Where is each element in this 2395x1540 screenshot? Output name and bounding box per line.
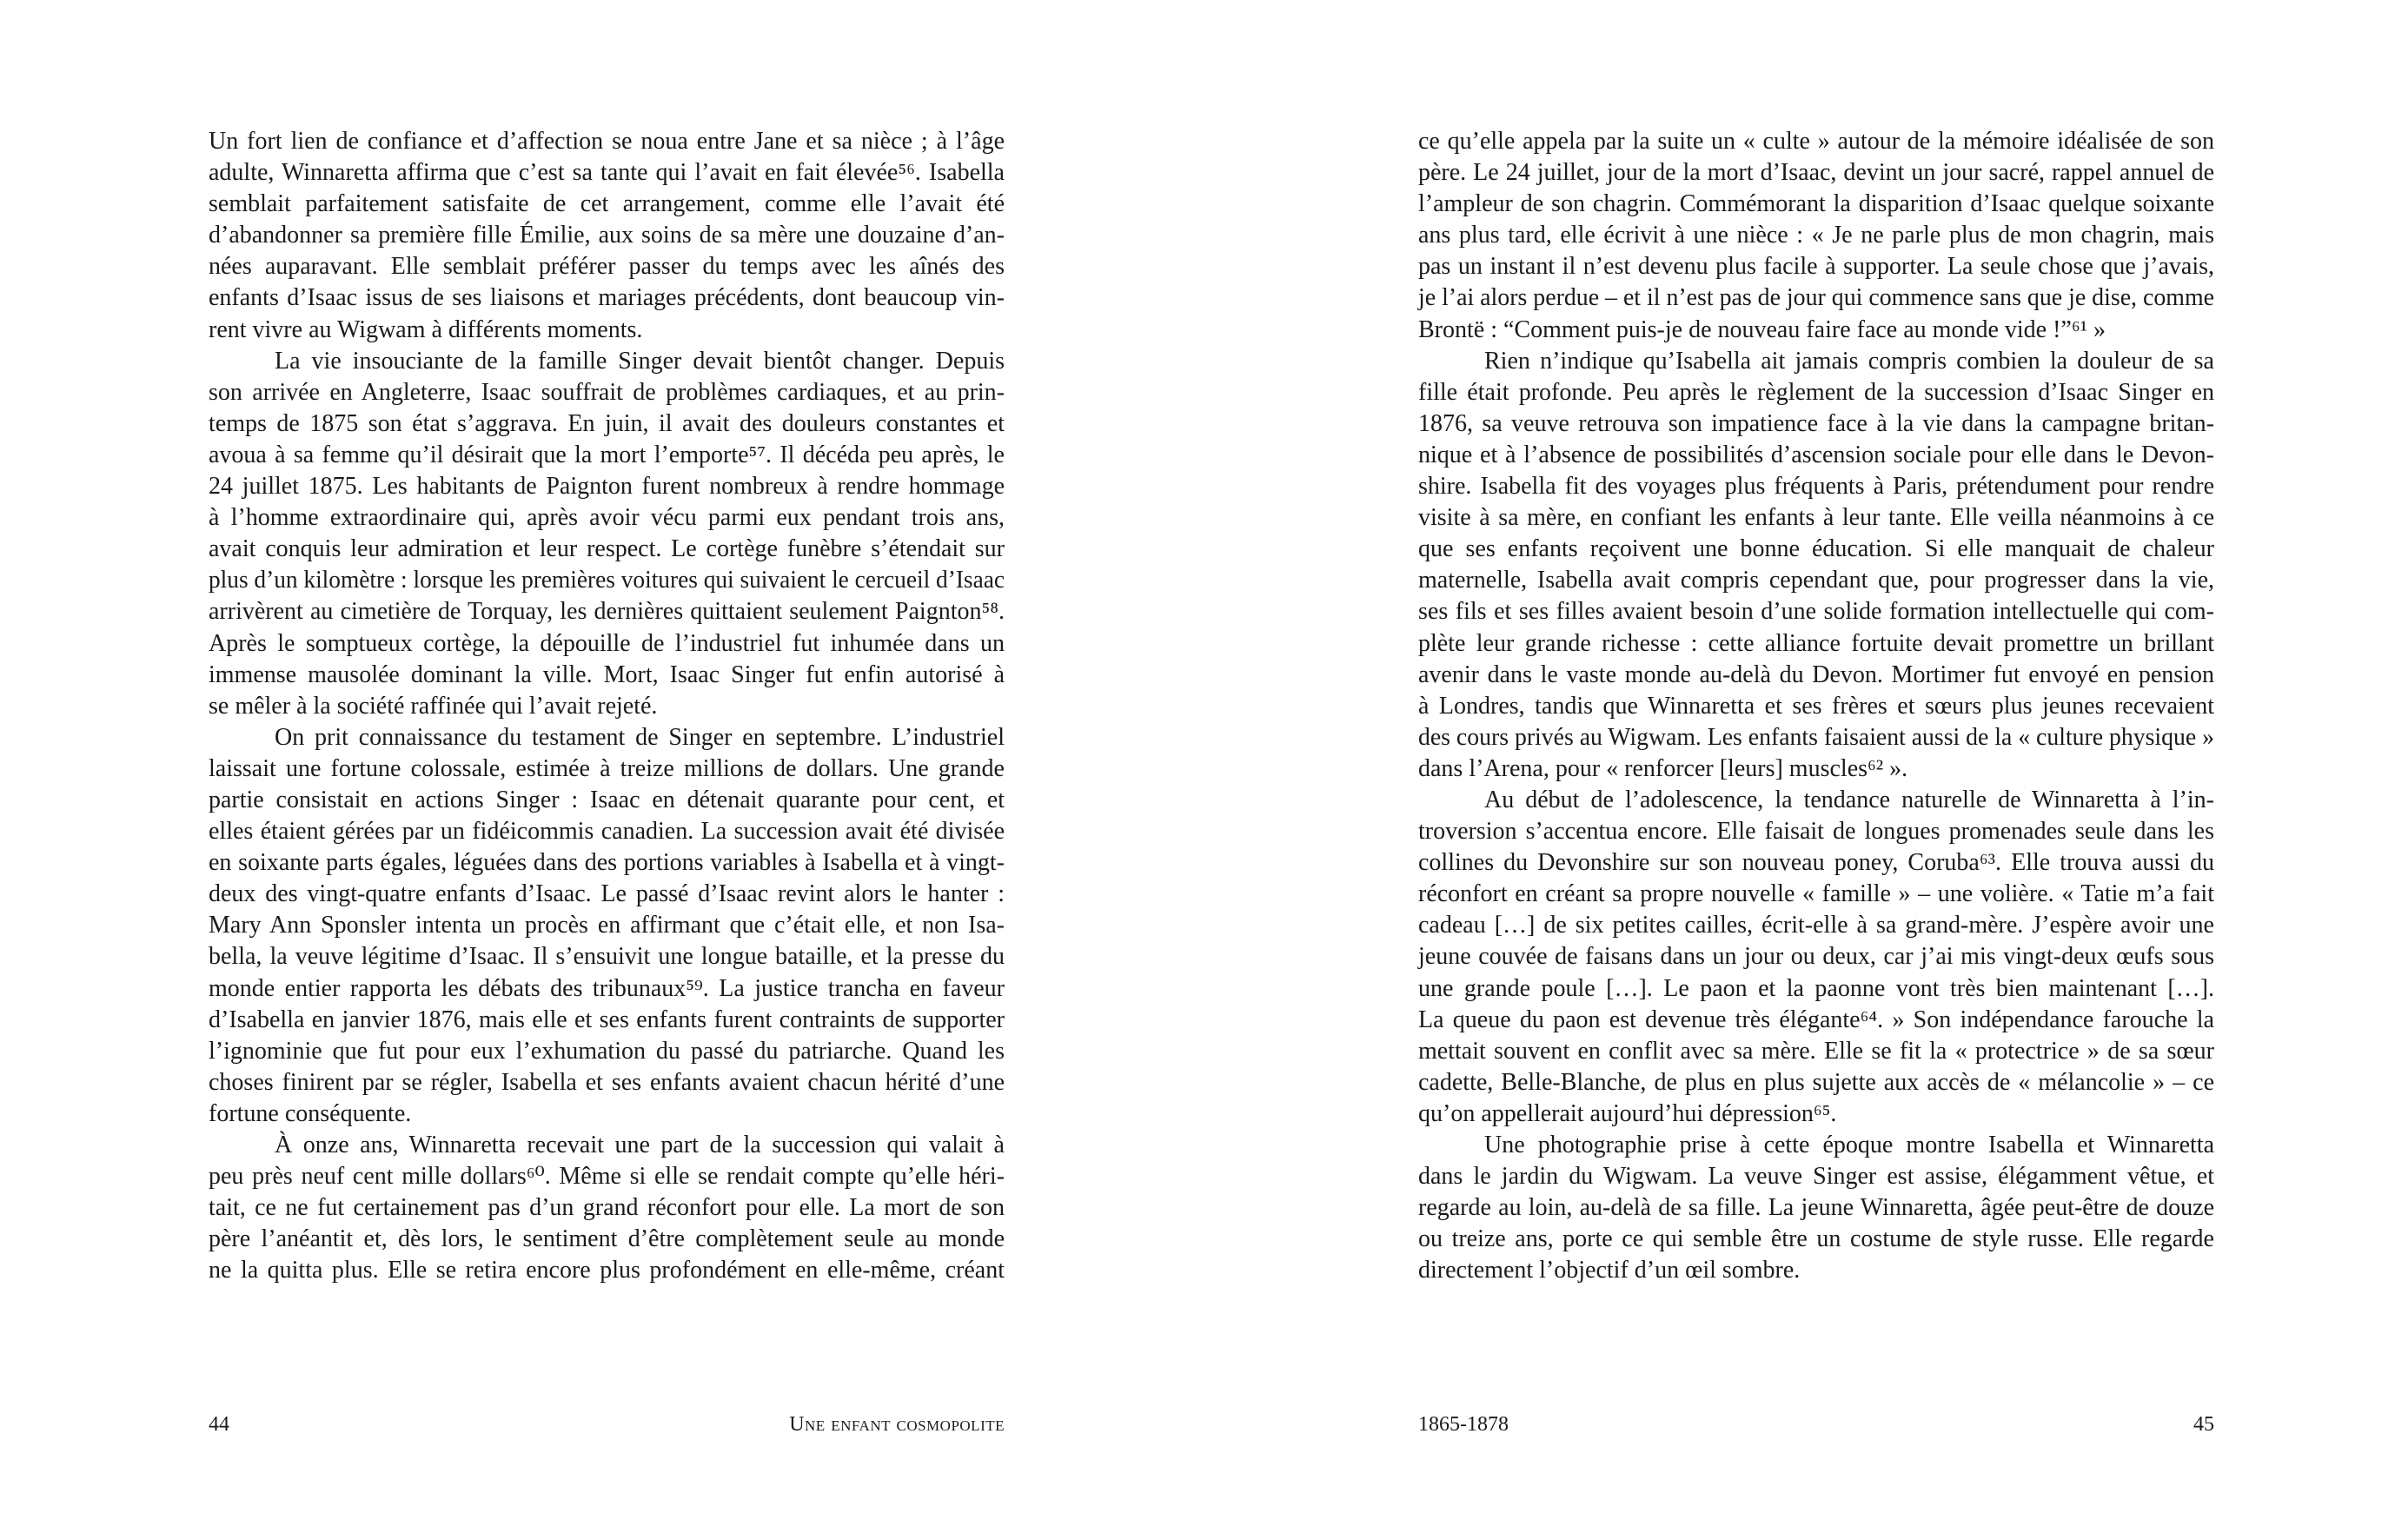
text-line bbox=[209, 471, 1005, 502]
text-line bbox=[1418, 157, 2214, 189]
text-line bbox=[209, 722, 1005, 753]
text-line-content: Au début de l’adolescence, la tendance naturelle de Winnaretta à l’in- bbox=[1484, 786, 2214, 813]
text-line-content: je l’ai alors perdue – et il n’est pas de jour qui commence sans que je dise, comme bbox=[1418, 284, 2214, 312]
text-line bbox=[209, 408, 1005, 440]
text-line-content: fille était profonde. Peu après le règlement de la succession d’Isaac Singer en bbox=[1418, 378, 2214, 406]
text-line-content: maternelle, Isabella avait compris cependant que, pour progresser dans la vie, bbox=[1418, 567, 2214, 594]
right-page bbox=[1198, 0, 2395, 1540]
text-line bbox=[1418, 502, 2214, 534]
text-line-content: ses fils et ses filles avaient besoin d’une solide formation intellectuelle qui com- bbox=[1418, 598, 2214, 626]
text-line bbox=[1418, 315, 2214, 346]
text-line-content: Mary Ann Sponsler intenta un procès en affirmant que c’était elle, et non Isa- bbox=[209, 912, 1005, 939]
text-line bbox=[209, 346, 1005, 377]
text-line-content: réconfort en créant sa propre nouvelle « famille » – une volière. « Tatie m’a fait bbox=[1418, 880, 2214, 908]
text-line-content: troversion s’accentua encore. Elle faisait de longues promenades seule dans les bbox=[1418, 818, 2214, 846]
text-line bbox=[1418, 251, 2214, 282]
text-line bbox=[1418, 1099, 2214, 1130]
text-line-content: On prit connaissance du testament de Singer en septembre. L’industriel bbox=[275, 723, 1005, 751]
text-line bbox=[209, 251, 1005, 282]
paragraph bbox=[1418, 1130, 2214, 1286]
text-line-content: Après le somptueux cortège, la dépouille de l’industriel fut inhumée dans un bbox=[209, 629, 1005, 657]
text-line-content: l’ignominie que fut pour eux l’exhumation du passé du patriarche. Quand les bbox=[209, 1037, 1005, 1065]
text-line-content: Un fort lien de confiance et d’affection se noua entre Jane et sa nièce ; à l’âge bbox=[209, 128, 1005, 155]
text-line-content: père l’anéantit et, dès lors, le sentiment d’être complètement seule au monde bbox=[209, 1225, 1005, 1253]
text-line bbox=[209, 847, 1005, 879]
text-line bbox=[1418, 1255, 2214, 1286]
text-line bbox=[1418, 973, 2214, 1005]
text-line-content: en soixante parts égales, léguées dans des portions variables à Isabella et à vingt- bbox=[209, 849, 1005, 877]
text-line-content: dans l’Arena, pour « renforcer [leurs] muscles⁶² ». bbox=[1418, 754, 1908, 782]
text-line-content: 1876, sa veuve retrouva son impatience face à la vie dans la campagne britan- bbox=[1418, 409, 2214, 437]
text-line bbox=[1418, 1067, 2214, 1099]
text-line-content: collines du Devonshire sur son nouveau poney, Coruba⁶³. Elle trouva aussi du bbox=[1418, 849, 2214, 877]
text-line bbox=[1418, 691, 2214, 722]
text-line bbox=[209, 1067, 1005, 1099]
text-line bbox=[1418, 1224, 2214, 1255]
text-line bbox=[209, 1005, 1005, 1036]
text-line bbox=[209, 660, 1005, 691]
text-line-content: ne la quitta plus. Elle se retira encore plus profondément en elle-même, créant bbox=[209, 1257, 1005, 1284]
text-line-content: temps de 1875 son état s’aggrava. En juin, il avait des douleurs constantes et bbox=[209, 409, 1005, 437]
running-title: Une enfant cosmopolite bbox=[789, 1413, 1005, 1436]
text-line-content: laissait une fortune colossale, estimée à treize millions de dollars. Une grande bbox=[209, 754, 1005, 782]
text-line-content: d’abandonner sa première fille Émilie, aux soins de sa mère une douzaine d’an- bbox=[209, 222, 1005, 249]
page-number: 44 bbox=[209, 1413, 229, 1436]
text-line-content: À onze ans, Winnaretta recevait une part de la succession qui valait à bbox=[275, 1132, 1005, 1158]
text-line bbox=[1418, 220, 2214, 251]
text-line-content: partie consistait en actions Singer : Isaac en détenait quarante pour cent, et bbox=[209, 786, 1005, 813]
text-line-content: shire. Isabella fit des voyages plus fréquents à Paris, prétendument pour rendre bbox=[1418, 473, 2214, 501]
text-line-content: arrivèrent au cimetière de Torquay, les dernières quittaient seulement Paignton⁵⁸. bbox=[209, 598, 1005, 626]
text-line bbox=[1418, 346, 2214, 377]
text-line bbox=[1418, 126, 2214, 157]
text-line-content: cadette, Belle-Blanche, de plus en plus sujette aux accès de « mélancolie » – ce bbox=[1418, 1068, 2214, 1096]
text-line-content: La vie insouciante de la famille Singer devait bientôt changer. Depuis bbox=[275, 347, 1005, 375]
text-line bbox=[209, 315, 1005, 346]
text-line-content: une grande poule […]. Le paon et la paonne vont très bien maintenant […]. bbox=[1418, 974, 2214, 1002]
paragraph bbox=[209, 126, 1005, 346]
text-line-content: bella, la veuve légitime d’Isaac. Il s’ensuivit une longue bataille, et la presse du bbox=[209, 943, 1005, 971]
right-page-body bbox=[1418, 126, 2214, 1286]
text-line bbox=[209, 816, 1005, 847]
running-title: 1865-1878 bbox=[1418, 1413, 1509, 1436]
text-line bbox=[1418, 753, 2214, 785]
text-line bbox=[1418, 816, 2214, 847]
text-line-content: La queue du paon est devenue très élégante⁶⁴. » Son indépendance farouche la bbox=[1418, 1006, 2214, 1033]
text-line bbox=[209, 1192, 1005, 1224]
text-line bbox=[209, 785, 1005, 816]
text-line-content: visite à sa mère, en confiant les enfants à leur tante. Elle veilla néanmoins à ce bbox=[1418, 504, 2214, 532]
text-line-content: Une photographie prise à cette époque montre Isabella et Winnaretta bbox=[1484, 1132, 2214, 1158]
text-line bbox=[1418, 1130, 2214, 1161]
text-line-content: deux des vingt-quatre enfants d’Isaac. Le passé d’Isaac revint alors le hanter : bbox=[209, 880, 1005, 908]
text-line bbox=[1418, 785, 2214, 816]
text-line bbox=[1418, 377, 2214, 408]
text-line-content: regarde au loin, au-delà de sa fille. La jeune Winnaretta, âgée peut-être de douze bbox=[1418, 1194, 2214, 1222]
text-line bbox=[1418, 722, 2214, 753]
paragraph bbox=[1418, 126, 2214, 346]
text-line-content: avait conquis leur admiration et leur respect. Le cortège funèbre s’étendait sur bbox=[209, 535, 1005, 563]
text-line bbox=[209, 502, 1005, 534]
text-line-content: se mêler à la société raffinée qui l’avait rejeté. bbox=[209, 692, 658, 720]
text-line-content: l’ampleur de son chagrin. Commémorant la disparition d’Isaac quelque soixante bbox=[1418, 190, 2214, 218]
left-page-footer bbox=[209, 1413, 1005, 1437]
text-line-content: enfants d’Isaac issus de ses liaisons et mariages précédents, dont beaucoup vin- bbox=[209, 284, 1005, 312]
text-line-content: immense mausolée dominant la ville. Mort, Isaac Singer fut enfin autorisé à bbox=[209, 660, 1005, 688]
text-line-content: plète leur grande richesse : cette alliance fortuite devait promettre un brillant bbox=[1418, 629, 2214, 657]
left-page-body bbox=[209, 126, 1005, 1286]
text-line bbox=[209, 220, 1005, 251]
text-line-content: ou treize ans, porte ce qui semble être un costume de style russe. Elle regarde bbox=[1418, 1225, 2214, 1253]
text-line bbox=[209, 973, 1005, 1005]
text-line-content: nique et à l’absence de possibilités d’ascension sociale pour elle dans le Devon- bbox=[1418, 441, 2214, 468]
text-line bbox=[209, 157, 1005, 189]
text-line-content: monde entier rapporta les débats des tribunaux⁵⁹. La justice trancha en faveur bbox=[209, 974, 1005, 1002]
text-line bbox=[1418, 440, 2214, 471]
text-line bbox=[1418, 189, 2214, 220]
text-line bbox=[209, 879, 1005, 910]
text-line bbox=[209, 377, 1005, 408]
paragraph bbox=[209, 346, 1005, 722]
text-line-content: Brontë : “Comment puis-je de nouveau faire face au monde vide !”⁶¹ » bbox=[1418, 315, 2106, 343]
text-line bbox=[209, 1099, 1005, 1130]
text-line bbox=[1418, 471, 2214, 502]
text-line-content: père. Le 24 juillet, jour de la mort d’Isaac, devint un jour sacré, rappel annuel de bbox=[1418, 159, 2214, 187]
text-line-content: plus d’un kilomètre : lorsque les premières voitures qui suivaient le cercueil d’Isaac bbox=[209, 567, 1005, 594]
text-line bbox=[1418, 282, 2214, 314]
paragraph bbox=[1418, 785, 2214, 1130]
text-line bbox=[209, 565, 1005, 596]
text-line-content: semblait parfaitement satisfaite de cet arrangement, comme elle l’avait été bbox=[209, 190, 1005, 218]
text-line bbox=[209, 628, 1005, 660]
text-line-content: dans le jardin du Wigwam. La veuve Singer est assise, élégamment vêtue, et bbox=[1418, 1163, 2214, 1191]
text-line bbox=[1418, 879, 2214, 910]
text-line-content: cadeau […] de six petites cailles, écrit-elle à sa grand-mère. J’espère avoir une bbox=[1418, 912, 2214, 939]
text-line-content: adulte, Winnaretta affirma que c’est sa tante qui l’avait en fait élevée⁵⁶. Isabella bbox=[209, 159, 1005, 187]
right-page-footer bbox=[1418, 1413, 2214, 1437]
text-line-content: choses finirent par se régler, Isabella et ses enfants avaient chacun hérité d’une bbox=[209, 1068, 1005, 1096]
paragraph bbox=[209, 1130, 1005, 1286]
text-line-content: avoua à sa femme qu’il désirait que la mort l’emporte⁵⁷. Il décéda peu après, le bbox=[209, 441, 1005, 468]
text-line bbox=[1418, 534, 2214, 565]
text-line bbox=[209, 941, 1005, 972]
text-line-content: Rien n’indique qu’Isabella ait jamais compris combien la douleur de sa bbox=[1484, 347, 2214, 375]
text-line-content: fortune conséquente. bbox=[209, 1099, 412, 1127]
text-line-content: pas un instant il n’est devenu plus facile à supporter. La seule chose que j’avais, bbox=[1418, 253, 2214, 281]
text-line bbox=[1418, 408, 2214, 440]
text-line bbox=[1418, 1192, 2214, 1224]
text-line bbox=[209, 1161, 1005, 1192]
text-line-content: jeune couvée de faisans dans un jour ou deux, car j’ai mis vingt-deux œufs sous bbox=[1418, 943, 2214, 971]
paragraph bbox=[1418, 346, 2214, 785]
text-line bbox=[209, 1224, 1005, 1255]
text-line-content: nées auparavant. Elle semblait préférer passer du temps avec les aînés des bbox=[209, 253, 1005, 281]
text-line bbox=[209, 440, 1005, 471]
text-line-content: rent vivre au Wigwam à différents moments. bbox=[209, 315, 643, 343]
text-line bbox=[209, 753, 1005, 785]
text-line bbox=[209, 691, 1005, 722]
text-line-content: peu près neuf cent mille dollars⁶⁰. Même si elle se rendait compte qu’elle héri- bbox=[209, 1163, 1005, 1191]
text-line bbox=[209, 596, 1005, 627]
text-line bbox=[209, 534, 1005, 565]
text-line bbox=[1418, 628, 2214, 660]
text-line-content: directement l’objectif d’un œil sombre. bbox=[1418, 1257, 1801, 1284]
text-line bbox=[1418, 910, 2214, 941]
text-line-content: elles étaient gérées par un fidéicommis canadien. La succession avait été divisée bbox=[209, 818, 1005, 846]
text-line bbox=[1418, 1161, 2214, 1192]
text-line bbox=[1418, 847, 2214, 879]
text-line-content: mettait souvent en conflit avec sa mère. Elle se fit la « protectrice » de sa sœur bbox=[1418, 1037, 2214, 1065]
text-line bbox=[209, 189, 1005, 220]
text-line-content: avenir dans le vaste monde au-delà du Devon. Mortimer fut envoyé en pension bbox=[1418, 660, 2214, 688]
text-line-content: à Londres, tandis que Winnaretta et ses frères et sœurs plus jeunes recevaient bbox=[1418, 692, 2214, 720]
text-line-content: à l’homme extraordinaire qui, après avoir vécu parmi eux pendant trois ans, bbox=[209, 504, 1005, 532]
text-line-content: d’Isabella en janvier 1876, mais elle et ses enfants furent contraints de supporter bbox=[209, 1006, 1005, 1033]
page-number: 45 bbox=[2193, 1413, 2214, 1436]
text-line bbox=[1418, 565, 2214, 596]
text-line-content: des cours privés au Wigwam. Les enfants faisaient aussi de la « culture physique » bbox=[1418, 723, 2214, 751]
text-line-content: qu’on appellerait aujourd’hui dépression⁶⁵. bbox=[1418, 1099, 1837, 1127]
text-line bbox=[209, 1036, 1005, 1067]
text-line bbox=[209, 1130, 1005, 1161]
text-line bbox=[1418, 596, 2214, 627]
text-line bbox=[1418, 1036, 2214, 1067]
text-line bbox=[1418, 660, 2214, 691]
text-line bbox=[1418, 941, 2214, 972]
text-line bbox=[1418, 1005, 2214, 1036]
text-line-content: 24 juillet 1875. Les habitants de Paignton furent nombreux à rendre hommage bbox=[209, 473, 1005, 501]
text-line bbox=[209, 126, 1005, 157]
text-line-content: son arrivée en Angleterre, Isaac souffrait de problèmes cardiaques, et au prin- bbox=[209, 378, 1005, 406]
text-line-content: tait, ce ne fut certainement pas d’un grand réconfort pour elle. La mort de son bbox=[209, 1194, 1005, 1222]
paragraph bbox=[209, 722, 1005, 1130]
text-line-content: que ses enfants reçoivent une bonne éducation. Si elle manquait de chaleur bbox=[1418, 535, 2214, 563]
text-line-content: ans plus tard, elle écrivit à une nièce : « Je ne parle plus de mon chagrin, mais bbox=[1418, 222, 2214, 249]
text-line bbox=[209, 910, 1005, 941]
text-line bbox=[209, 282, 1005, 314]
text-line-content: ce qu’elle appela par la suite un « culte » autour de la mémoire idéalisée de son bbox=[1418, 128, 2214, 155]
text-line bbox=[209, 1255, 1005, 1286]
